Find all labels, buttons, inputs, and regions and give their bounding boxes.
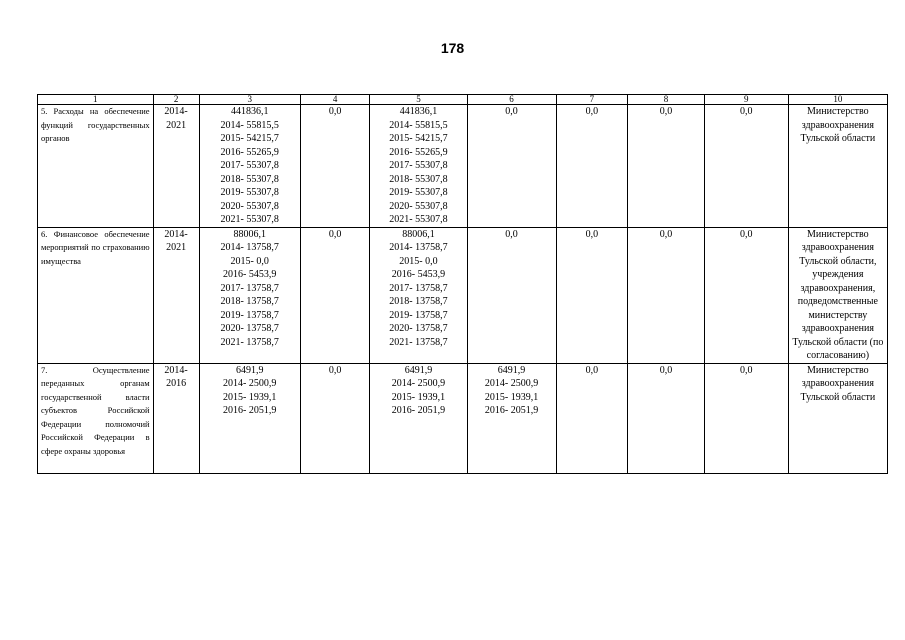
col5-funding [370,105,467,228]
col9-value: 0,0 [704,363,788,473]
col7-value: 0,0 [556,105,628,228]
column-number: 5 [370,95,467,105]
period: 2014-2016 [153,363,199,473]
col5-funding [370,227,467,363]
year-value: 2015- 54215,7 [389,133,448,144]
year-value: 2016- 55265,9 [389,146,448,158]
column-number: 4 [300,95,370,105]
period: 2014-2021 [153,227,199,363]
total-value: 88006,1 [402,228,435,240]
total-value: 6491,9 [497,364,526,376]
column-number: 7 [556,95,628,105]
executor: Министерство здравоохранения Тульской области, учреждения здравоохранения, подведомственные министерству здравоохранения Тульской области (по согласованию) [788,227,887,363]
period: 2014-2021 [153,105,199,228]
year-value: 2018- 13758,7 [220,296,279,307]
year-value: 2016- 2051,9 [223,405,277,416]
column-number: 6 [467,95,556,105]
col9-value: 0,0 [704,227,788,363]
col4-value: 0,0 [300,363,370,473]
year-value: 2019- 55307,8 [389,187,448,198]
year-value: 2016- 2051,9 [391,405,446,416]
year-value: 2014- 55815,5 [220,119,279,131]
table-row [38,363,888,473]
total-value: 6491,9 [235,364,264,376]
col6-value: 0,0 [467,105,556,228]
year-value: 2019- 13758,7 [389,309,448,321]
total-value: 441836,1 [399,106,438,117]
year-value: 2015- 0,0 [230,255,269,267]
col5-funding [370,363,467,473]
column-number-row [38,95,888,105]
page-number: 178 [440,40,465,56]
col4-value: 0,0 [300,227,370,363]
activity-name: 6. Финансовое обеспечение мероприятий по страхованию имущества [38,227,154,363]
year-value: 2015- 0,0 [399,255,438,267]
year-value: 2017- 13758,7 [220,282,279,294]
year-value: 2021- 55307,8 [389,214,448,225]
year-value: 2014- 13758,7 [389,242,448,253]
total-value: 441836,1 [230,106,269,117]
table-row [38,227,888,363]
column-number: 8 [628,95,705,105]
year-value: 2016- 5453,9 [391,269,446,280]
total-funding [199,227,300,363]
activity-name: 5. Расходы на обеспечение функций государственных органов [38,105,154,228]
year-value: 2018- 13758,7 [389,296,448,307]
year-value: 2021- 13758,7 [389,336,448,348]
col8-value: 0,0 [628,105,705,228]
column-number: 1 [38,95,154,105]
column-number: 10 [788,95,887,105]
year-value: 2016- 2051,9 [484,405,539,416]
column-number: 9 [704,95,788,105]
year-value: 2015- 54215,7 [220,133,279,144]
executor: Министерство здравоохранения Тульской области [788,105,887,228]
year-value: 2017- 55307,8 [220,160,279,171]
column-number: 3 [199,95,300,105]
year-value: 2021- 13758,7 [220,336,279,348]
year-value: 2014- 2500,9 [391,378,446,389]
year-value: 2014- 2500,9 [484,378,539,389]
executor: Министерство здравоохранения Тульской области [788,363,887,473]
total-funding [199,363,300,473]
col6-funding [467,363,556,473]
total-funding [199,105,300,228]
year-value: 2016- 55265,9 [220,146,279,158]
year-value: 2020- 55307,8 [389,200,448,212]
col8-value: 0,0 [628,227,705,363]
year-value: 2021- 55307,8 [220,214,279,225]
year-value: 2015- 1939,1 [223,391,277,403]
year-value: 2014- 55815,5 [389,119,448,131]
total-value: 6491,9 [404,364,433,376]
year-value: 2016- 5453,9 [223,269,277,280]
year-value: 2014- 2500,9 [223,378,277,389]
column-number: 2 [153,95,199,105]
year-value: 2015- 1939,1 [391,391,446,403]
year-value: 2020- 13758,7 [389,323,448,334]
col8-value: 0,0 [628,363,705,473]
year-value: 2020- 13758,7 [220,323,279,334]
col9-value: 0,0 [704,105,788,228]
year-value: 2017- 55307,8 [389,160,448,171]
table-row [38,105,888,228]
year-value: 2020- 55307,8 [220,200,279,212]
year-value: 2017- 13758,7 [389,282,448,294]
total-value: 88006,1 [233,228,266,240]
year-value: 2019- 13758,7 [220,309,279,321]
year-value: 2014- 13758,7 [220,242,279,253]
activity-name: 7. Осуществление переданных органам государственной власти субъектов Российской Федерации полномочий Российской Федерации в сфере охраны здоровья [38,363,154,473]
year-value: 2015- 1939,1 [484,391,539,403]
col4-value: 0,0 [300,105,370,228]
year-value: 2018- 55307,8 [389,173,448,185]
col6-value: 0,0 [467,227,556,363]
program-table [37,94,888,474]
year-value: 2018- 55307,8 [220,173,279,185]
col7-value: 0,0 [556,363,628,473]
col7-value: 0,0 [556,227,628,363]
year-value: 2019- 55307,8 [220,187,279,198]
